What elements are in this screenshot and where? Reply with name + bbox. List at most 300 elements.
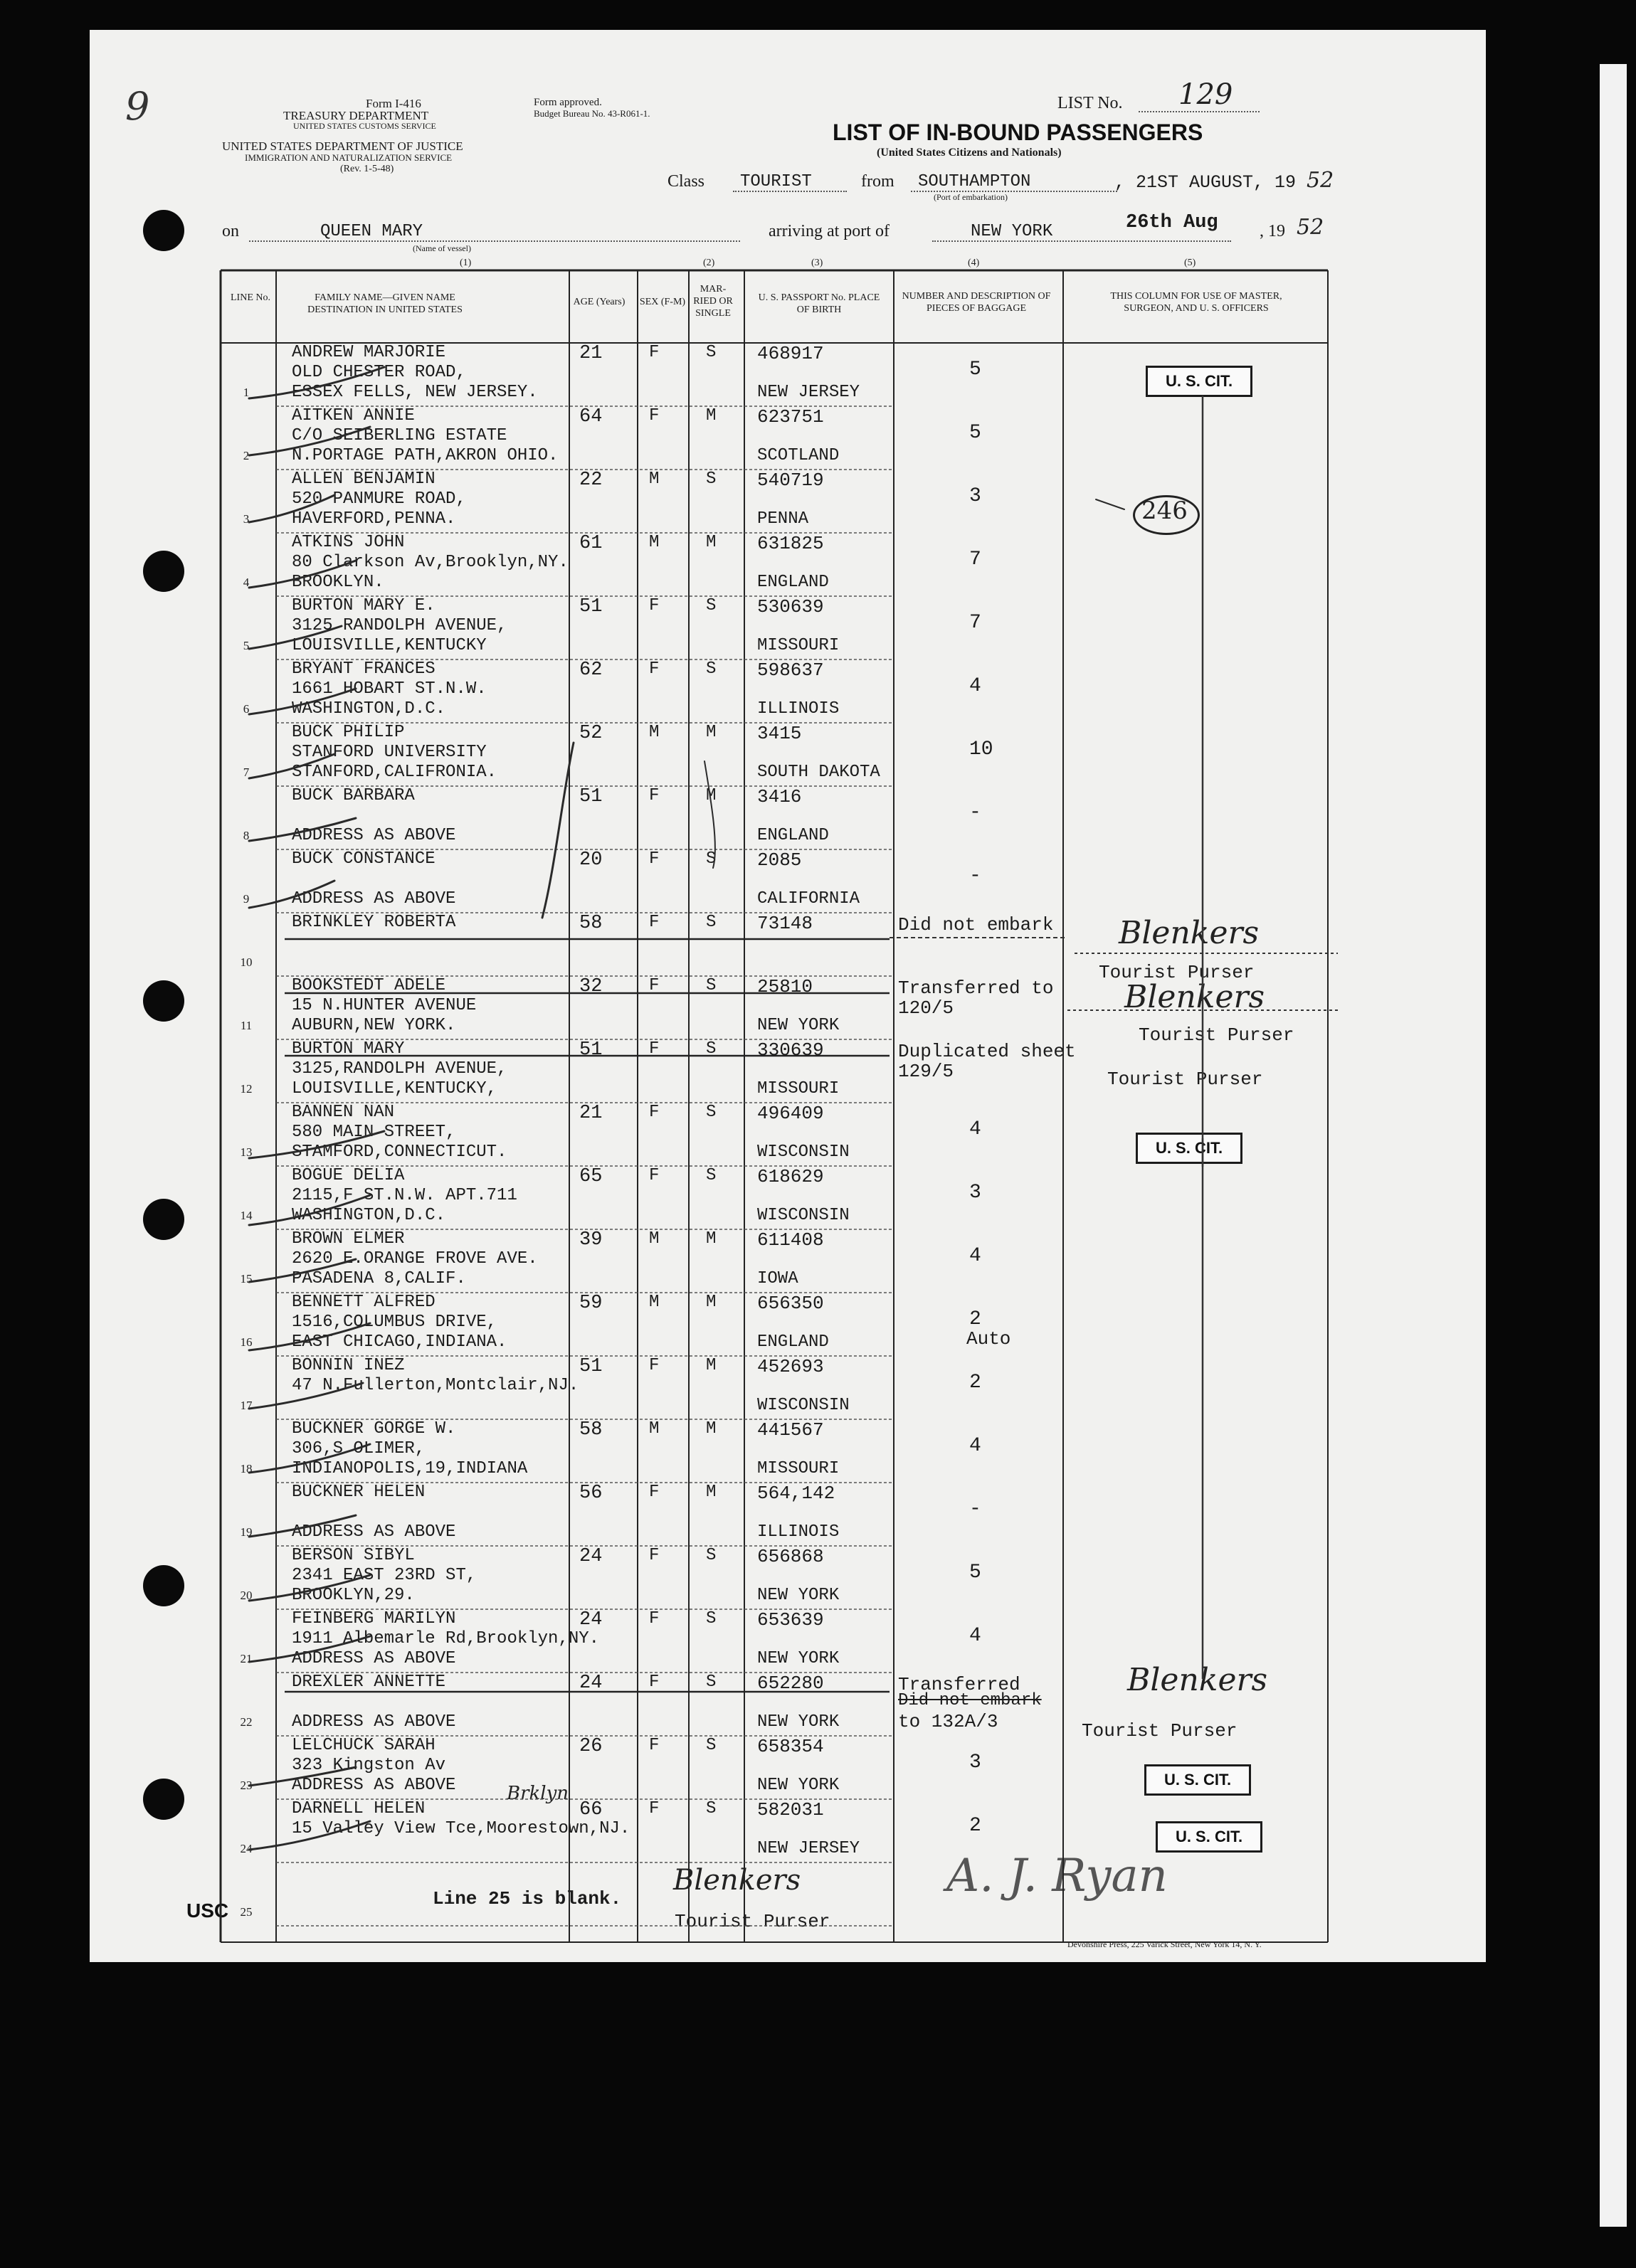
marital-status: M: [706, 1229, 717, 1249]
revision: (Rev. 1-5-48): [340, 164, 394, 174]
address-line-1: 520 PANMURE ROAD,: [292, 489, 466, 509]
officer-signature: A. J. Ryan: [946, 1850, 1168, 1902]
check-mark: [249, 1515, 356, 1537]
header-age: AGE (Years): [573, 297, 626, 307]
line-number: 3: [243, 512, 250, 526]
marital-status: S: [706, 976, 717, 995]
baggage-count: 3: [969, 1182, 981, 1204]
treasury-dept: TREASURY DEPARTMENT: [283, 109, 429, 122]
place-of-birth: NEW JERSEY: [757, 1839, 860, 1858]
passenger-name: BRYANT FRANCES: [292, 659, 436, 679]
marital-status: S: [706, 849, 717, 869]
baggage-count: 4: [969, 675, 981, 697]
place-of-birth: NEW YORK: [757, 1586, 840, 1605]
class-label: Class: [667, 172, 705, 191]
check-mark: [249, 1383, 363, 1409]
sex: M: [649, 1293, 660, 1312]
baggage-description: Auto: [966, 1328, 1011, 1350]
place-of-birth: NEW YORK: [757, 1776, 840, 1795]
place-of-birth: WISCONSIN: [757, 1143, 850, 1162]
sex: F: [649, 1166, 660, 1185]
line-number: 10: [240, 955, 253, 969]
age: 59: [579, 1293, 603, 1314]
passport-number: 658354: [757, 1736, 824, 1757]
tourist-purser-label: Tourist Purser: [1107, 1069, 1263, 1090]
marital-status: M: [706, 786, 717, 805]
place-of-birth: SOUTH DAKOTA: [757, 763, 880, 782]
sex: M: [649, 723, 660, 742]
passport-number: 25810: [757, 976, 813, 997]
marital-status: S: [706, 659, 717, 679]
address-line-2: N.PORTAGE PATH,AKRON OHIO.: [292, 446, 559, 465]
line-number: 18: [240, 1462, 253, 1475]
marital-status: S: [706, 1039, 717, 1059]
line-number: 19: [240, 1525, 253, 1539]
passport-number: 652280: [757, 1673, 824, 1694]
line-number: 25: [240, 1905, 253, 1919]
baggage-count: 2: [969, 1815, 981, 1837]
officer-note-2: to 132A/3: [898, 1711, 998, 1732]
address-line-2: WASHINGTON,D.C.: [292, 699, 446, 719]
place-of-birth: WISCONSIN: [757, 1396, 850, 1415]
pointer-stroke: [1096, 499, 1124, 509]
purser-signature: Blenkers: [1119, 915, 1260, 951]
passenger-name: DARNELL HELEN: [292, 1799, 426, 1818]
sex: F: [649, 1546, 660, 1565]
marital-status: S: [706, 1799, 717, 1818]
check-mark: [249, 818, 356, 841]
line-number: 1: [243, 386, 250, 399]
address-line-2: ADDRESS AS ABOVE: [292, 889, 456, 908]
passenger-name: DREXLER ANNETTE: [292, 1673, 446, 1692]
arrival-port: NEW YORK: [971, 222, 1053, 241]
age: 64: [579, 406, 603, 428]
passport-number: 330639: [757, 1039, 824, 1061]
check-mark: [249, 495, 334, 522]
form-subtitle: (United States Citizens and Nationals): [877, 147, 1062, 159]
address-line-2: ADDRESS AS ABOVE: [292, 1649, 456, 1668]
sex: F: [649, 1356, 660, 1375]
check-mark: [249, 754, 334, 778]
age: 21: [579, 343, 603, 364]
line-number: 16: [240, 1335, 253, 1349]
age: 24: [579, 1609, 603, 1631]
margin-code: USC: [186, 1899, 229, 1922]
col-num-2: (2): [703, 258, 715, 268]
address-line-1: 1516,COLUMBUS DRIVE,: [292, 1313, 497, 1332]
line-number: 23: [240, 1779, 253, 1792]
baggage-count: -: [969, 865, 981, 887]
marital-status: S: [706, 596, 717, 615]
header-baggage: NUMBER AND DESCRIPTION OF PIECES OF BAGGAGE: [902, 291, 1051, 314]
passenger-name: BURTON MARY E.: [292, 596, 436, 615]
check-mark: [249, 427, 370, 455]
address-line-2: WASHINGTON,D.C.: [292, 1206, 446, 1225]
address-line-1: 15 N.HUNTER AVENUE: [292, 996, 477, 1015]
uscit-stamp: U. S. CIT.: [1146, 366, 1252, 397]
handwritten-address: Brklyn: [507, 1783, 569, 1804]
age: 39: [579, 1229, 603, 1251]
address-line-2: PASADENA 8,CALIF.: [292, 1269, 466, 1288]
place-of-birth: IOWA: [757, 1269, 798, 1288]
header-passport: U. S. PASSPORT No. PLACE OF BIRTH: [758, 292, 880, 315]
passport-number: 73148: [757, 913, 813, 934]
officer-note: Transferred: [898, 1674, 1020, 1695]
passport-number: 653639: [757, 1609, 824, 1631]
line-number: 12: [240, 1082, 253, 1096]
baggage-count: 5: [969, 422, 981, 444]
marital-status: M: [706, 1293, 717, 1312]
tourist-purser-label: Tourist Purser: [675, 1911, 830, 1932]
age: 24: [579, 1673, 603, 1694]
uscit-stamp: U. S. CIT.: [1144, 1764, 1251, 1796]
line-number: 13: [240, 1145, 253, 1159]
justice-dept: UNITED STATES DEPARTMENT OF JUSTICE: [222, 139, 463, 153]
address-line-1: 3125 RANDOLPH AVENUE,: [292, 616, 507, 635]
age: 51: [579, 1356, 603, 1377]
sex: F: [649, 976, 660, 995]
line-number: 17: [240, 1399, 253, 1412]
passport-number: 564,142: [757, 1483, 835, 1504]
baggage-count: 4: [969, 1118, 981, 1140]
sex: F: [649, 1609, 660, 1628]
sex: M: [649, 470, 660, 489]
marital-status: S: [706, 1609, 717, 1628]
address-line-2: ADDRESS AS ABOVE: [292, 1522, 456, 1542]
baggage-count: 4: [969, 1625, 981, 1647]
sex: M: [649, 1229, 660, 1249]
check-mark: [249, 1323, 370, 1350]
address-line-2: HAVERFORD,PENNA.: [292, 509, 456, 529]
tourist-purser-label: Tourist Purser: [1099, 962, 1255, 983]
address-line-1: OLD CHESTER ROAD,: [292, 363, 466, 382]
line-number: 21: [240, 1652, 253, 1665]
baggage-count: 7: [969, 612, 981, 634]
form-title: LIST OF IN-BOUND PASSENGERS: [833, 120, 1203, 145]
address-line-1: 306,S OLIMER,: [292, 1439, 426, 1458]
address-line-2: ADDRESS AS ABOVE: [292, 826, 456, 845]
check-mark: [249, 1444, 370, 1473]
passport-number: 496409: [757, 1103, 824, 1124]
place-of-birth: SCOTLAND: [757, 446, 840, 465]
age: 65: [579, 1166, 603, 1187]
passport-number: 623751: [757, 406, 824, 428]
marital-status: S: [706, 1546, 717, 1565]
header-officers: THIS COLUMN FOR USE OF MASTER, SURGEON, AND U. S. OFFICERS: [1110, 291, 1282, 314]
line-number: 24: [240, 1842, 253, 1855]
line-number: 20: [240, 1589, 253, 1602]
marital-status: S: [706, 913, 717, 932]
passport-number: 582031: [757, 1799, 824, 1821]
age: 51: [579, 596, 603, 618]
corner-mark: 9: [125, 84, 150, 129]
age: 32: [579, 976, 603, 997]
passenger-name: BONNIN INEZ: [292, 1356, 405, 1375]
passport-number: 468917: [757, 343, 824, 364]
passport-number: 540719: [757, 470, 824, 491]
marital-status: S: [706, 1166, 717, 1185]
from-value: SOUTHAMPTON: [918, 172, 1031, 191]
place-of-birth: ILLINOIS: [757, 699, 840, 719]
address-line-1: 3125,RANDOLPH AVENUE,: [292, 1059, 507, 1079]
line-number: 4: [243, 576, 250, 589]
on-label: on: [222, 222, 239, 240]
passenger-name: BROWN ELMER: [292, 1229, 405, 1249]
baggage-count: 2: [969, 1372, 981, 1394]
officer-note: Duplicated sheet: [898, 1041, 1076, 1062]
address-line-1: 2115,F ST.N.W. APT.711: [292, 1186, 517, 1205]
port-note: (Port of embarkation): [934, 192, 1008, 202]
baggage-count: 4: [969, 1435, 981, 1457]
passenger-name: LELCHUCK SARAH: [292, 1736, 436, 1755]
sex: F: [649, 1799, 660, 1818]
passenger-name: ANDREW MARJORIE: [292, 343, 446, 362]
age: 21: [579, 1103, 603, 1124]
baggage-count: 4: [969, 1245, 981, 1267]
year-value: 52: [1307, 168, 1334, 193]
age: 62: [579, 659, 603, 681]
address-line-1: C/O SEIBERLING ESTATE: [292, 426, 507, 445]
place-of-birth: NEW YORK: [757, 1649, 840, 1668]
sex: F: [649, 659, 660, 679]
class-value: TOURIST: [740, 172, 812, 191]
passenger-name: BUCK CONSTANCE: [292, 849, 436, 869]
address-line-2: LOUISVILLE,KENTUCKY: [292, 636, 487, 655]
place-of-birth: ENGLAND: [757, 1332, 829, 1352]
passport-number: 441567: [757, 1419, 824, 1441]
age: 58: [579, 1419, 603, 1441]
address-line-1: 2620 E.ORANGE FROVE AVE.: [292, 1249, 538, 1268]
passport-number: 3416: [757, 786, 802, 807]
line-number: 11: [240, 1019, 253, 1032]
col-num-4: (4): [968, 258, 980, 268]
arrival-date: 26th Aug: [1126, 212, 1218, 233]
list-no-label: LIST No.: [1057, 94, 1123, 112]
passenger-name: FEINBERG MARILYN: [292, 1609, 456, 1628]
header-name: FAMILY NAME—GIVEN NAME DESTINATION IN UNITED STATES: [307, 292, 463, 315]
marital-status: S: [706, 470, 717, 489]
sex: M: [649, 1419, 660, 1438]
passenger-name: BUCKNER HELEN: [292, 1483, 426, 1502]
address-line-2: STANFORD,CALIFRONIA.: [292, 763, 497, 782]
place-of-birth: ENGLAND: [757, 573, 829, 592]
list-no-value: 129: [1178, 78, 1233, 111]
age: 51: [579, 786, 603, 807]
passport-number: 452693: [757, 1356, 824, 1377]
age: 56: [579, 1483, 603, 1504]
check-mark: [249, 1821, 370, 1850]
line-number: 22: [240, 1715, 253, 1729]
place-of-birth: MISSOURI: [757, 636, 840, 655]
place-of-birth: MISSOURI: [757, 1079, 840, 1098]
place-of-birth: MISSOURI: [757, 1459, 840, 1478]
sex: F: [649, 1736, 660, 1755]
col-num-5: (5): [1184, 258, 1196, 268]
baggage-count: 10: [969, 738, 993, 761]
sex: F: [649, 913, 660, 932]
marital-status: M: [706, 1356, 717, 1375]
address-line-1: 1911 Albemarle Rd,Brooklyn,NY.: [292, 1629, 600, 1648]
baggage-count: 5: [969, 359, 981, 381]
place-of-birth: NEW JERSEY: [757, 383, 860, 402]
age: 52: [579, 723, 603, 744]
form-number: Form I-416: [366, 97, 421, 110]
from-label: from: [861, 172, 894, 191]
place-of-birth: ENGLAND: [757, 826, 829, 845]
header-line-no: LINE No.: [231, 292, 270, 303]
age: 20: [579, 849, 603, 871]
address-line-1: 15 Valley View Tce,Moorestown,NJ.: [292, 1819, 630, 1838]
sex: F: [649, 849, 660, 869]
passenger-name: BENNETT ALFRED: [292, 1293, 436, 1312]
marital-status: M: [706, 533, 717, 552]
address-line-2: EAST CHICAGO,INDIANA.: [292, 1332, 507, 1352]
purser-signature: Blenkers: [1127, 1662, 1268, 1698]
place-of-birth: NEW YORK: [757, 1712, 840, 1732]
marital-status: M: [706, 723, 717, 742]
marital-status: S: [706, 343, 717, 362]
address-line-2: INDIANOPOLIS,19,INDIANA: [292, 1459, 528, 1478]
baggage-count: 5: [969, 1562, 981, 1584]
sex: F: [649, 1673, 660, 1692]
check-mark: [249, 1575, 370, 1601]
address-line-2: ADDRESS AS ABOVE: [292, 1776, 456, 1795]
line-number: 8: [243, 829, 250, 842]
address-line-1: 80 Clarkson Av,Brooklyn,NY.: [292, 553, 569, 572]
sex: F: [649, 343, 660, 362]
marital-status: M: [706, 406, 717, 425]
address-line-1: 47 N.Fullerton,Montclair,NJ.: [292, 1376, 579, 1395]
place-of-birth: ILLINOIS: [757, 1522, 840, 1542]
passenger-name: ATKINS JOHN: [292, 533, 405, 552]
place-of-birth: CALIFORNIA: [757, 889, 860, 908]
address-line-1: 323 Kingston Av: [292, 1756, 446, 1775]
passenger-name: BUCK BARBARA: [292, 786, 415, 805]
age: 58: [579, 913, 603, 934]
date-value: , 21ST AUGUST, 19: [1114, 172, 1297, 193]
baggage-count: 7: [969, 549, 981, 571]
officer-note-struck: Did not embark: [898, 1691, 1042, 1710]
passport-number: 618629: [757, 1166, 824, 1187]
address-line-2: LOUISVILLE,KENTUCKY,: [292, 1079, 497, 1098]
baggage-count: -: [969, 802, 981, 824]
passport-number: 530639: [757, 596, 824, 618]
check-mark: [249, 881, 334, 908]
officer-note-2: 120/5: [898, 997, 954, 1019]
place-of-birth: WISCONSIN: [757, 1206, 850, 1225]
address-line-1: STANFORD UNIVERSITY: [292, 743, 487, 762]
line-number: 2: [243, 449, 250, 462]
marital-status: S: [706, 1673, 717, 1692]
header-sex: SEX (F-M): [639, 297, 686, 307]
age: 24: [579, 1546, 603, 1567]
header-married: MAR-RIED OR SINGLE: [693, 284, 733, 319]
passenger-name: BANNEN NAN: [292, 1103, 395, 1122]
sex: F: [649, 1483, 660, 1502]
passenger-name: BURTON MARY: [292, 1039, 405, 1059]
sex: F: [649, 596, 660, 615]
officer-note: Transferred to: [898, 977, 1054, 999]
marital-status: M: [706, 1483, 717, 1502]
sex: M: [649, 533, 660, 552]
check-mark: [249, 1636, 370, 1662]
circled-number-text: 246: [1141, 497, 1188, 525]
passport-number: 598637: [757, 659, 824, 681]
place-of-birth: NEW YORK: [757, 1016, 840, 1035]
passport-number: 631825: [757, 533, 824, 554]
line-number: 5: [243, 639, 250, 652]
col-num-1: (1): [460, 258, 472, 268]
address-line-1: 580 MAIN STREET,: [292, 1123, 456, 1142]
passenger-name: ALLEN BENJAMIN: [292, 470, 436, 489]
passenger-name: BOOKSTEDT ADELE: [292, 976, 446, 995]
passenger-name: BRINKLEY ROBERTA: [292, 913, 456, 932]
check-mark: [249, 1131, 384, 1158]
uscit-stamp: U. S. CIT.: [1136, 1133, 1242, 1164]
age: 61: [579, 533, 603, 554]
check-mark: [249, 1195, 370, 1225]
marital-status: S: [706, 1103, 717, 1122]
age: 22: [579, 470, 603, 491]
passport-number: 656868: [757, 1546, 824, 1567]
uscit-stamp: U. S. CIT.: [1156, 1821, 1262, 1853]
passport-number: 3415: [757, 723, 802, 744]
purser-signature: Blenkers: [1124, 979, 1265, 1015]
address-line-1: 1661 HOBART ST.N.W.: [292, 679, 487, 699]
passport-number: 656350: [757, 1293, 824, 1314]
check-mark: [249, 561, 356, 588]
address-line-2: AUBURN,NEW YORK.: [292, 1016, 456, 1035]
passport-number: 2085: [757, 849, 802, 871]
age: 51: [579, 1039, 603, 1061]
ins-label: IMMIGRATION AND NATURALIZATION SERVICE: [245, 152, 453, 163]
check-mark: [249, 1767, 356, 1786]
sex: F: [649, 1103, 660, 1122]
officer-note: Did not embark: [898, 914, 1054, 936]
budget-bureau: Budget Bureau No. 43-R061-1.: [534, 108, 650, 119]
address-line-2: BROOKLYN,29.: [292, 1586, 415, 1605]
printer-imprint: Devonshire Press, 225 Varick Street, New York 14, N. Y.: [1067, 1939, 1262, 1949]
passenger-name: BOGUE DELIA: [292, 1166, 405, 1185]
place-of-birth: PENNA: [757, 509, 809, 529]
passenger-name: BUCK PHILIP: [292, 723, 405, 742]
purser-signature: Blenkers: [673, 1864, 801, 1897]
address-line-1: 2341 EAST 23RD ST,: [292, 1566, 477, 1585]
check-mark: [249, 689, 356, 714]
marital-status: S: [706, 1736, 717, 1755]
address-line-2: BROOKLYN.: [292, 573, 384, 592]
check-mark: [249, 626, 342, 649]
marital-status: M: [706, 1419, 717, 1438]
address-line-2: STAMFORD,CONNECTICUT.: [292, 1143, 507, 1162]
check-mark: [249, 367, 384, 398]
form-approved: Form approved.: [534, 97, 602, 108]
address-line-2: ADDRESS AS ABOVE: [292, 1712, 456, 1732]
age: 26: [579, 1736, 603, 1757]
baggage-count: 3: [969, 1752, 981, 1774]
arriving-label: arriving at port of: [769, 222, 890, 240]
baggage-count: 2: [969, 1308, 981, 1330]
blank-line-note: Line 25 is blank.: [433, 1888, 622, 1909]
sex: F: [649, 406, 660, 425]
sex: F: [649, 1039, 660, 1059]
officer-note-2: 129/5: [898, 1061, 954, 1082]
address-line-2: ESSEX FELLS, NEW JERSEY.: [292, 383, 538, 402]
passenger-name: BERSON SIBYL: [292, 1546, 415, 1565]
sex: F: [649, 786, 660, 805]
age: 66: [579, 1799, 603, 1821]
check-mark: [249, 1259, 356, 1282]
